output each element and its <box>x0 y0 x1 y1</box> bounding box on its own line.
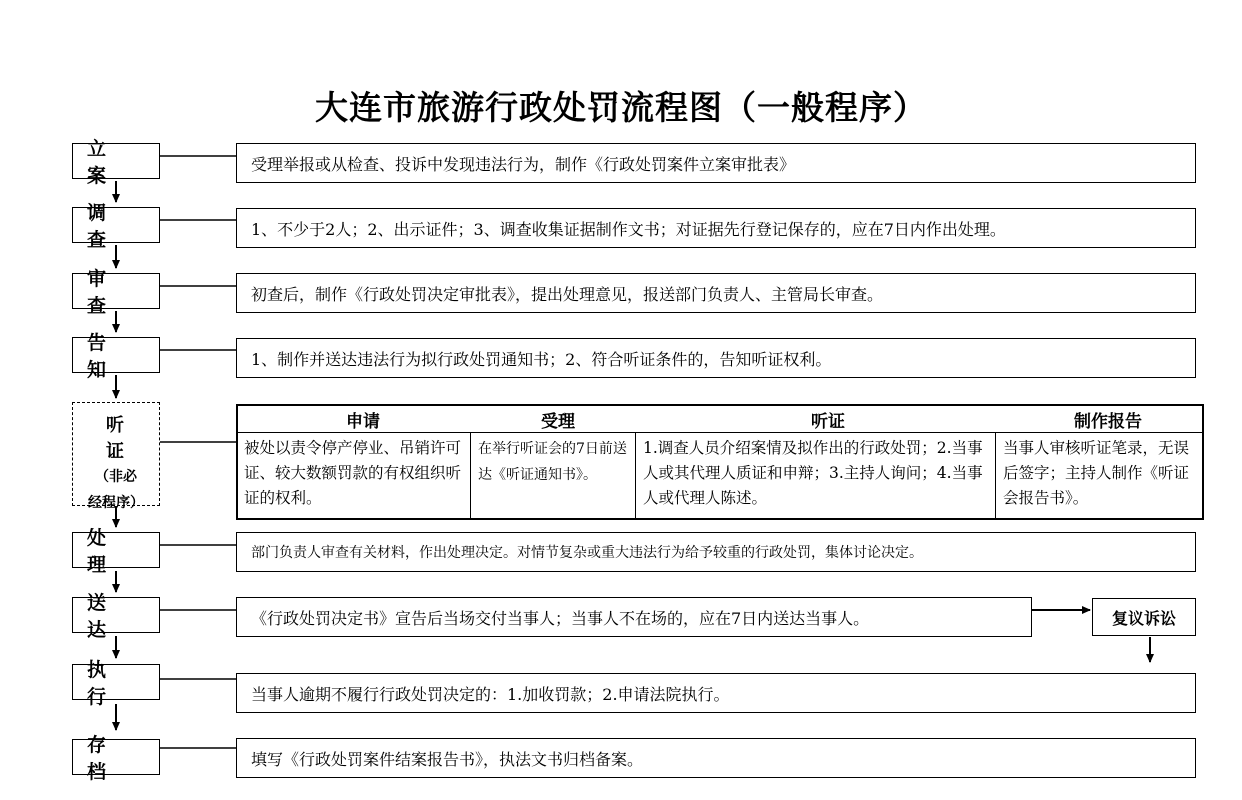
stage-report: 制作报告 <box>1074 412 1142 432</box>
stage-apply: 申请 <box>346 412 380 432</box>
desc-review: 初查后，制作《行政处罚决定审批表》，提出处理意见，报送部门负责人、主管局长审查。 <box>236 273 1196 313</box>
step-investigation[interactable]: 调 查 <box>72 207 160 243</box>
hearing-apply-text: 被处以责令停产停业、吊销许可证、较大数额罚款的有权组织听证的权利。 <box>244 439 462 507</box>
desc-execution: 当事人逾期不履行行政处罚决定的：1.加收罚款；2.申请法院执行。 <box>236 673 1196 713</box>
step-hearing-note-1: （非必 <box>95 469 137 485</box>
step-notification[interactable]: 告 知 <box>72 337 160 373</box>
step-hearing-label: 听 证 <box>106 415 140 462</box>
hearing-header <box>238 406 1202 433</box>
desc-processing: 部门负责人审查有关材料，作出处理决定。对情节复杂或重大违法行为给予较重的行政处罚，集体讨论决定。 <box>236 532 1196 572</box>
hearing-report-text: 当事人审核听证笔录，无误后签字；主持人制作《听证会报告书》。 <box>1003 439 1190 507</box>
step-hearing[interactable] <box>72 402 160 511</box>
hearing-accept-text: 在举行听证会的7日前送达《听证通知书》。 <box>478 441 627 483</box>
stage-hearing: 听证 <box>811 412 845 432</box>
desc-filing: 受理举报或从检查、投诉中发现违法行为，制作《行政处罚案件立案审批表》 <box>236 143 1196 183</box>
desc-archive: 填写《行政处罚案件结案报告书》，执法文书归档备案。 <box>236 738 1196 778</box>
stage-accept: 受理 <box>541 412 575 432</box>
step-delivery[interactable]: 送 达 <box>72 597 160 633</box>
divider <box>635 432 636 518</box>
divider <box>470 432 471 518</box>
step-execution[interactable]: 执 行 <box>72 664 160 700</box>
step-archive[interactable]: 存 档 <box>72 739 160 775</box>
desc-delivery: 《行政处罚决定书》宣告后当场交付当事人；当事人不在场的，应在7日内送达当事人。 <box>236 597 1032 637</box>
step-review[interactable]: 审 查 <box>72 273 160 309</box>
hearing-hearing-text: 1.调查人员介绍案情及拟作出的行政处罚；2.当事人或其代理人质证和申辩；3.主持人询问；4.当事人或代理人陈述。 <box>643 439 983 507</box>
page-title: 大连市旅游行政处罚流程图（一般程序） <box>315 88 927 127</box>
hearing-table <box>236 404 1204 520</box>
step-filing[interactable]: 立 案 <box>72 143 160 179</box>
reconsideration-litigation-box[interactable]: 复议诉讼 <box>1092 598 1196 636</box>
step-processing[interactable]: 处 理 <box>72 532 160 568</box>
step-hearing-note-2: 经程序） <box>88 495 144 511</box>
desc-investigation: 1、不少于2人；2、出示证件；3、调查收集证据制作文书；对证据先行登记保存的，应在7日内作出处理。 <box>236 208 1196 248</box>
divider <box>995 432 996 518</box>
desc-notification: 1、制作并送达违法行为拟行政处罚通知书；2、符合听证条件的，告知听证权利。 <box>236 338 1196 378</box>
